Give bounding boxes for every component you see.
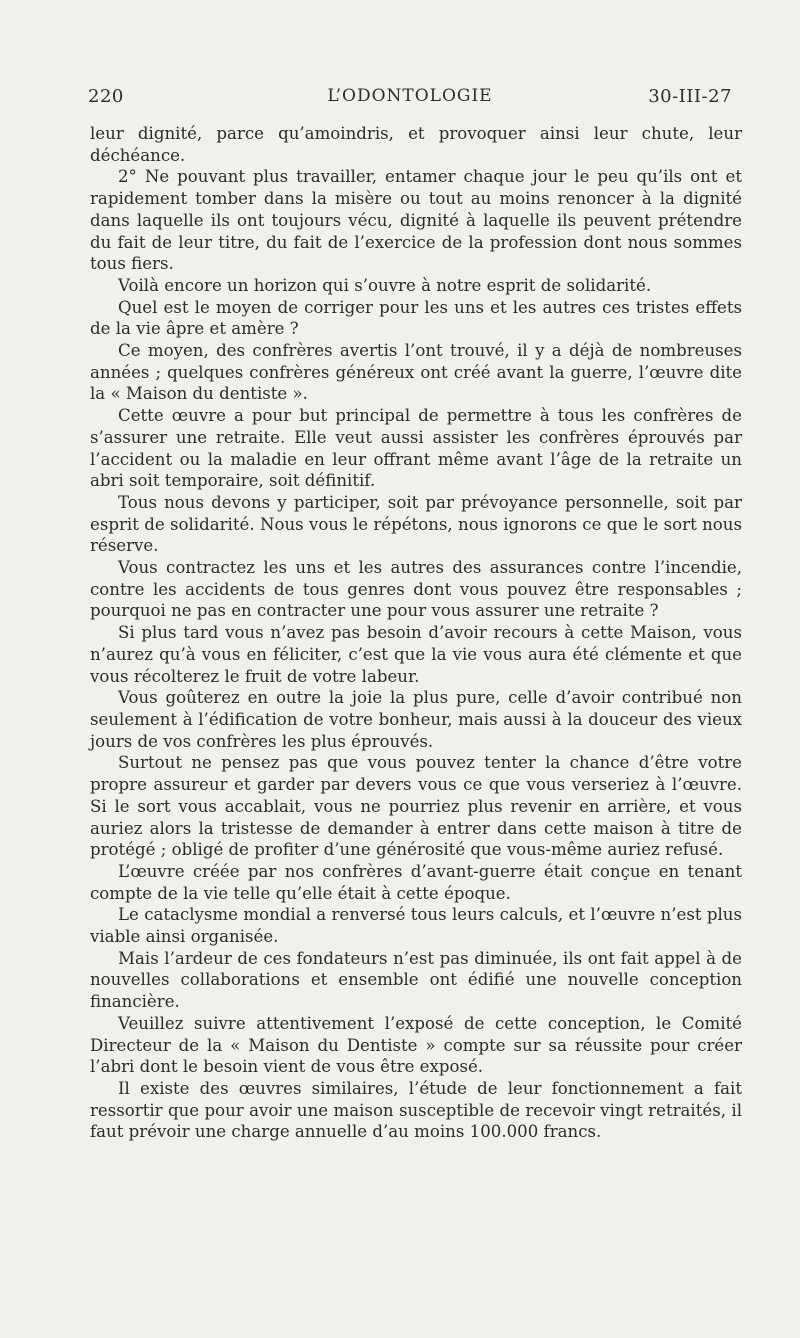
- paragraph: leur dignité, parce qu’amoindris, et provoquer ainsi leur chute, leur déchéance.: [90, 124, 742, 165]
- paragraph: Quel est le moyen de corriger pour les uns et les autres ces tristes effets de la vie âpre et amère ?: [90, 297, 742, 339]
- paragraph: L’œuvre créée par nos confrères d’avant-guerre était conçue en tenant compte de la vie telle qu’elle était à cette époque.: [90, 861, 742, 903]
- paragraph: Vous contractez les uns et les autres des assurances contre l’incendie, contre les accidents de tous genres dont vous pouvez être responsables ; pourquoi ne pas en contracter une pour vous assurer une retraite ?: [90, 558, 742, 621]
- paragraph: Vous goûterez en outre la joie la plus pure, celle d’avoir contribué non seulement à l’édification de votre bonheur, mais aussi à la douceur des vieux jours de vos confrères les plus éprouvés.: [90, 688, 742, 751]
- paragraph: Le cataclysme mondial a renversé tous leurs calculs, et l’œuvre n’est plus viable ainsi organisée.: [90, 905, 742, 947]
- paragraph: Tous nous devons y participer, soit par prévoyance personnelle, soit par esprit de solidarité. Nous vous le répétons, nous ignorons ce que le sort nous réserve.: [90, 492, 742, 556]
- paragraph: Si plus tard vous n’avez pas besoin d’avoir recours à cette Maison, vous n’aurez qu’à vous en féliciter, c’est que la vie vous aura été clémente et que vous récolterez le fruit de votre labeur.: [90, 623, 742, 686]
- paragraph: Veuillez suivre attentivement l’exposé de cette conception, le Comité Directeur de la « Maison du Dentiste » compte sur sa réussite pour créer l’abri dont le besoin vient de vous être exposé.: [90, 1013, 742, 1077]
- paragraph: Voilà encore un horizon qui s’ouvre à notre esprit de solidarité.: [118, 275, 652, 295]
- paragraph: Mais l’ardeur de ces fondateurs n’est pas diminuée, ils ont fait appel à de nouvelles collaborations et ensemble ont édifié une nouvelle conception financière.: [90, 948, 742, 1012]
- article-body: [90, 123, 742, 1143]
- page-number: 220: [88, 86, 124, 107]
- paragraph: Cette œuvre a pour but principal de permettre à tous les confrères de s’assurer une retraite. Elle veut aussi assister les confrères éprouvés par l’accident ou la maladie en leur offrant même avant l’âge de la retraite un abri soit temporaire, soit définitif.: [90, 406, 742, 491]
- running-header: [88, 86, 732, 112]
- issue-date: 30-III-27: [648, 86, 732, 107]
- paragraph: 2° Ne pouvant plus travailler, entamer chaque jour le peu qu’ils ont et rapidement tomber dans la misère ou tout au moins renoncer à la dignité dans laquelle ils ont toujours vécu, dignité à laquelle ils peuvent prétendre du fait de leur titre, du fait de l’exercice de la profession dont nous sommes tous fiers.: [90, 167, 742, 274]
- paragraph: Ce moyen, des confrères avertis l’ont trouvé, il y a déjà de nombreuses années ; quelques confrères généreux ont créé avant la guerre, l’œuvre dite la « Maison du dentiste ».: [90, 341, 742, 404]
- paragraph: Surtout ne pensez pas que vous pouvez tenter la chance d’être votre propre assureur et garder par devers vous ce que vous verseriez à l’œuvre. Si le sort vous accablait, vous ne pourriez plus revenir en arrière, et vous auriez alors la tristesse de demander à entrer dans cette maison à titre de protégé ; obligé de profiter d’une générosité que vous-même auriez refusé.: [90, 753, 742, 860]
- journal-title: L’ODONTOLOGIE: [327, 86, 493, 106]
- paragraph: Il existe des œuvres similaires, l’étude de leur fonctionnement a fait ressortir que pour avoir une maison susceptible de recevoir vingt retraités, il faut prévoir une charge annuelle d’au moins 100.000 francs.: [90, 1078, 742, 1142]
